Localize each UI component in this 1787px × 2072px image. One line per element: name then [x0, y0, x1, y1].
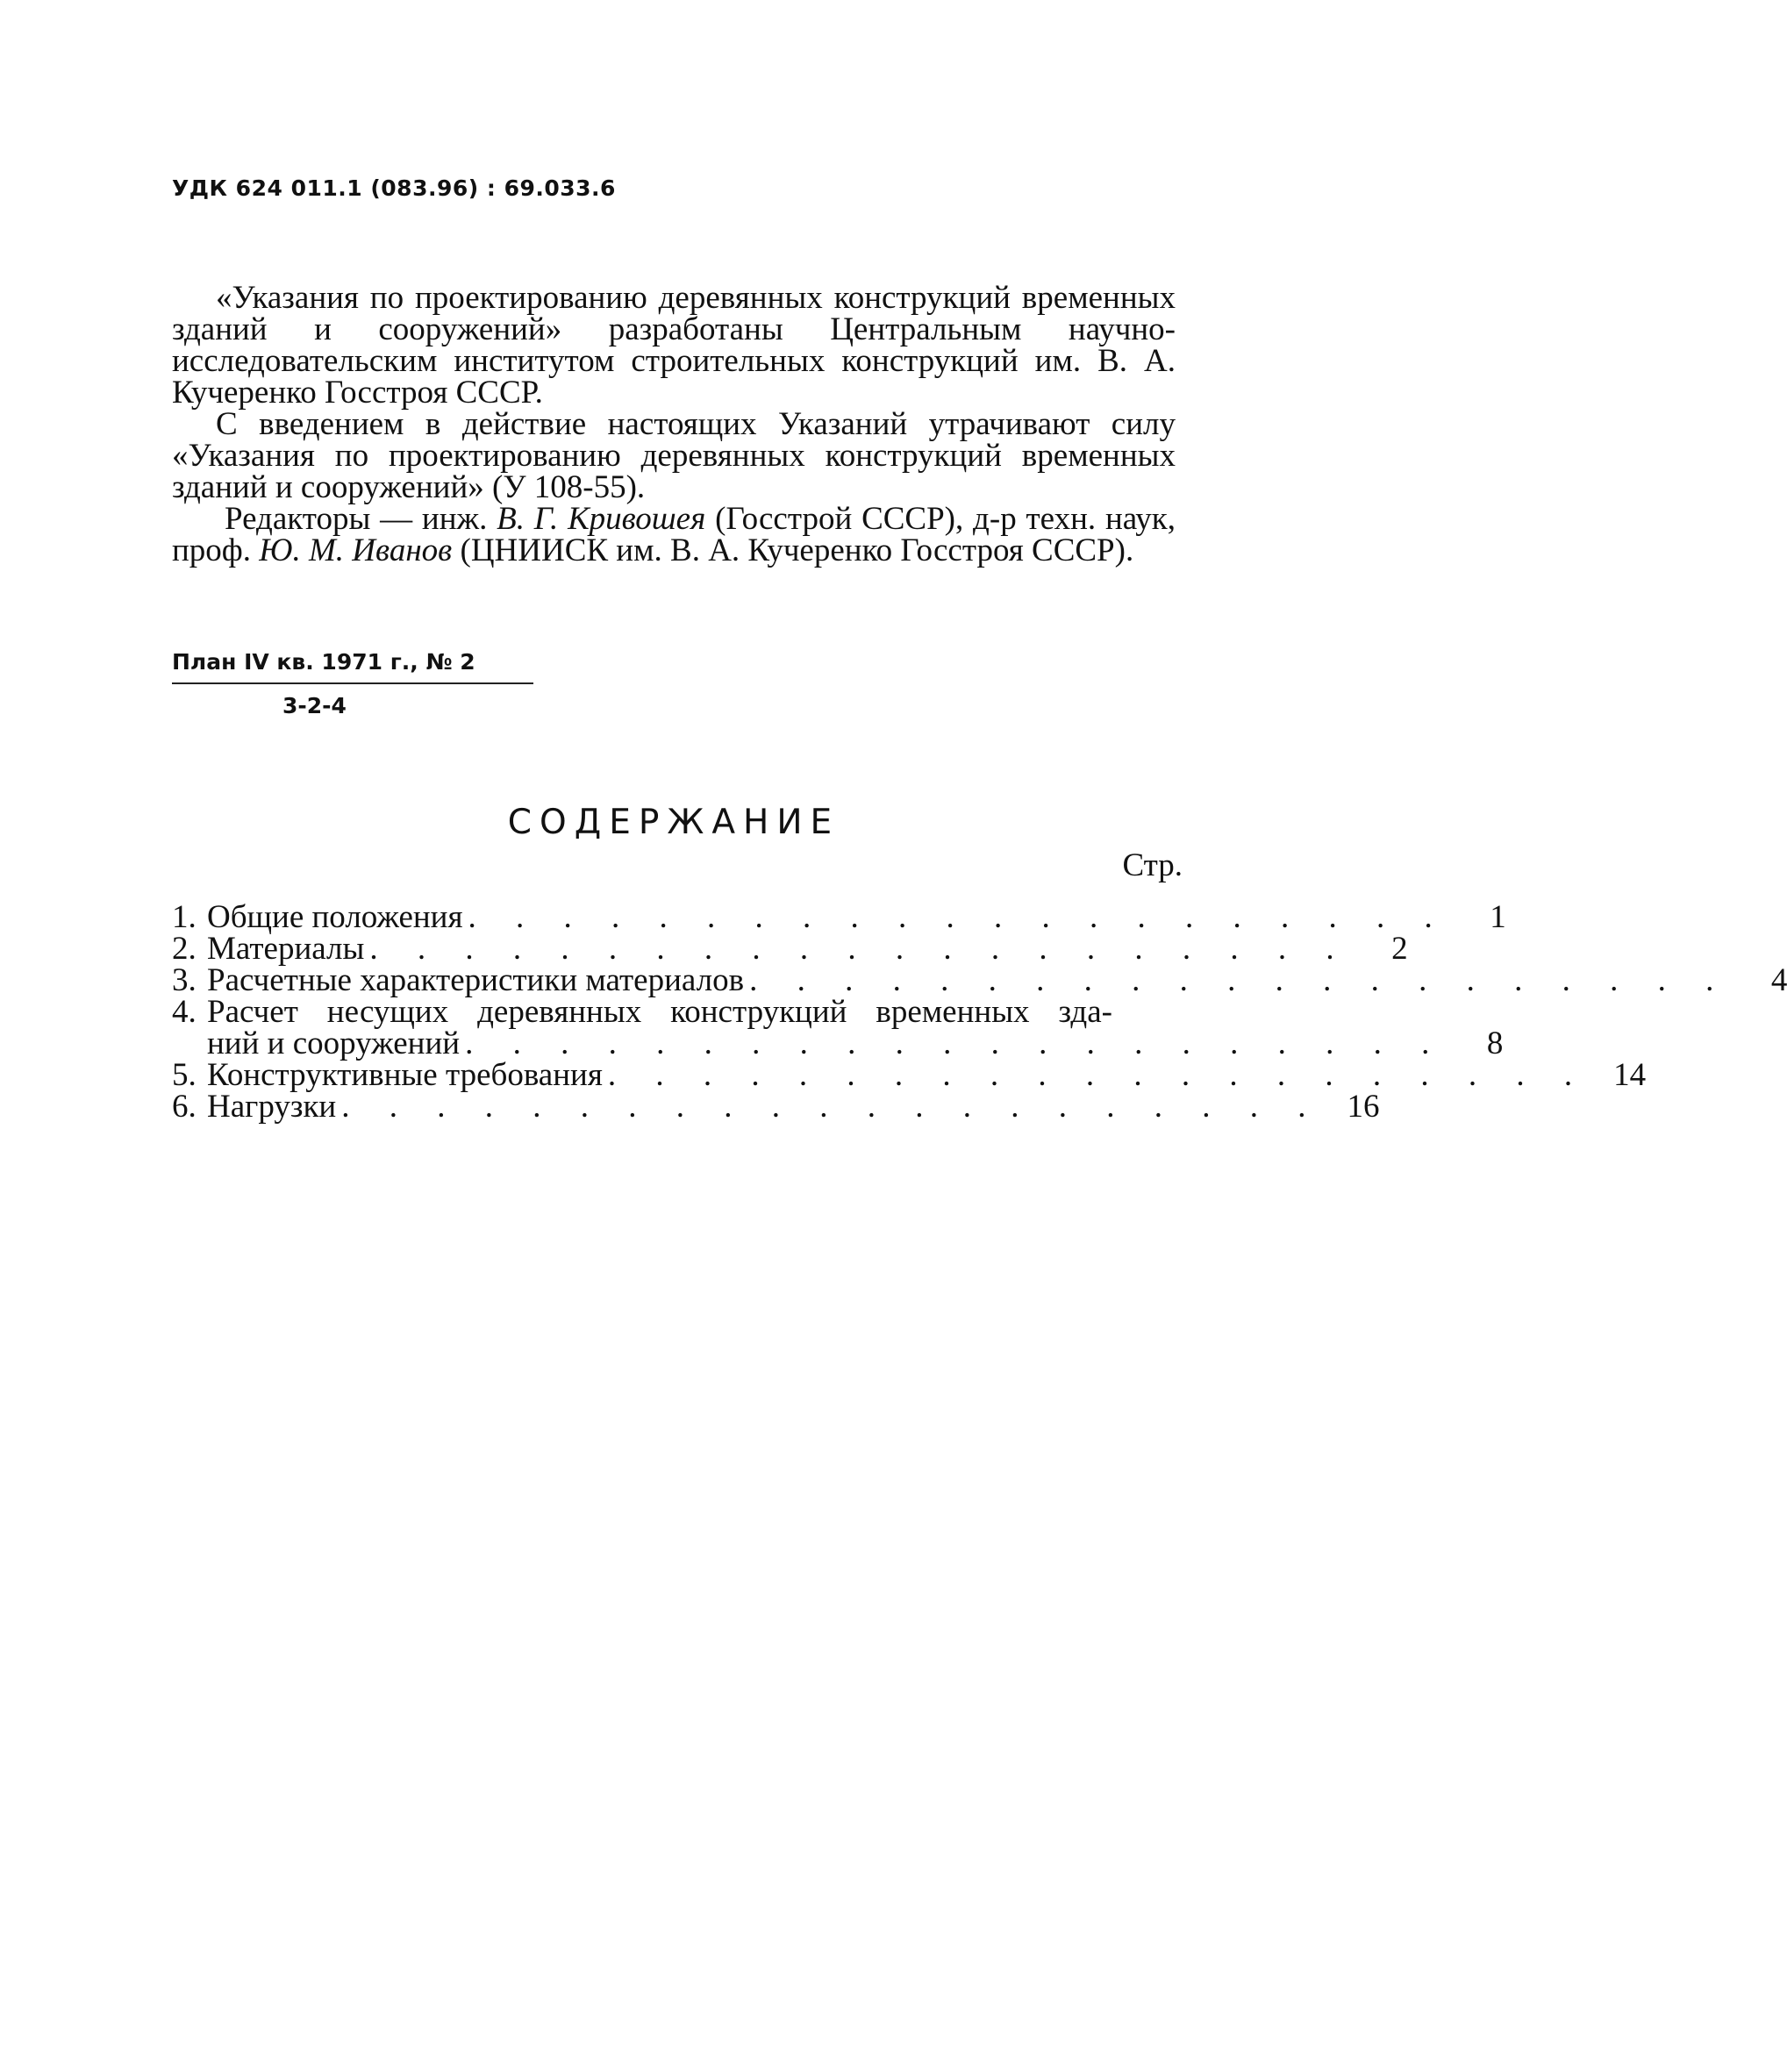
toc-item: [172, 1089, 1380, 1125]
toc-item-number: 1.: [172, 899, 197, 935]
toc-item-title: Нагрузки: [207, 1089, 337, 1125]
toc-leader-dots: . . . . . . . . . . . . . . . . . . . . .: [749, 962, 1730, 998]
toc-leader-dots: . . . . . . . . . . . . . . . . . . . . .: [369, 931, 1350, 967]
toc-item-page: 1: [1490, 899, 1506, 935]
toc-item-page: 14: [1613, 1057, 1647, 1093]
toc-item-title: Расчетные характеристики материалов: [207, 962, 745, 998]
toc-item-title: Материалы: [207, 931, 365, 967]
toc-leader-dots: . . . . . . . . . . . . . . . . . . . . .: [468, 899, 1448, 935]
toc-item-page: 16: [1347, 1089, 1380, 1125]
toc-item-page: 8: [1486, 1025, 1504, 1061]
toc-item-page: 4: [1770, 962, 1787, 998]
toc-item-number: 5.: [172, 1057, 197, 1093]
toc-item-page: 2: [1391, 931, 1408, 967]
toc-item: [172, 931, 1408, 967]
toc-title: СОДЕРЖАНИЕ: [507, 803, 840, 842]
editors-mid: (Госстрой СССР), д-р техн. наук, проф.: [172, 501, 1176, 568]
toc-item: [172, 1057, 1647, 1093]
plan-code: 3-2-4: [282, 693, 347, 718]
editor-name-2: Ю. М. Иванов: [259, 532, 453, 568]
toc-item-title: Конструктивные требования: [207, 1057, 603, 1093]
toc-item: [172, 994, 1165, 1030]
plan-line: План IV кв. 1971 г., № 2: [172, 649, 475, 675]
editor-name-1: В. Г. Кривошея: [497, 501, 706, 537]
toc-leader-dots: . . . . . . . . . . . . . . . . . . . . .: [607, 1057, 1589, 1093]
toc-item-number: 2.: [172, 931, 197, 967]
intro-paragraph-supersedes: С введением в действие настоящих Указаний утрачивают силу «Указания по проектированию деревянных конструкций временных зданий и сооружений» (У 108-55).: [172, 406, 1176, 505]
intro-block: [172, 282, 1176, 567]
toc-leader-dots: . . . . . . . . . . . . . . . . . . . . .: [465, 1025, 1446, 1061]
editors-prefix: Редакторы — инж.: [225, 501, 488, 537]
toc-item: [172, 899, 1506, 935]
toc-leader-dots: . . . . . . . . . . . . . . . . . . . . .: [341, 1089, 1322, 1125]
toc-item-number: 6.: [172, 1089, 197, 1125]
toc-page-label: Стр.: [1122, 847, 1183, 883]
toc-item-number: 4.: [172, 994, 197, 1030]
toc-item-continuation: [172, 1025, 1504, 1061]
toc-item-title: Расчет несущих деревянных конструкций временных зда-: [207, 994, 1112, 1030]
udk-code: УДК 624 011.1 (083.96) : 69.033.6: [172, 175, 616, 201]
intro-paragraph-authors: «Указания по проектированию деревянных конструкций временных зданий и сооружений» разработаны Центральным научно-исследовательским институтом строительных конструкций им. В. А. Кучеренко Госстроя СССР.: [172, 280, 1176, 411]
toc-list: [172, 899, 1787, 1125]
editors-suffix: (ЦНИИСК им. В. А. Кучеренко Госстроя СССР).: [460, 532, 1134, 568]
toc-item-number: 3.: [172, 962, 197, 998]
toc-item-title: Общие положения: [207, 899, 463, 935]
intro-paragraph-editors: [172, 501, 1176, 568]
plan-divider: [172, 682, 533, 684]
toc-item: [172, 962, 1787, 998]
toc-item-title-continued: ний и сооружений: [207, 1025, 461, 1061]
